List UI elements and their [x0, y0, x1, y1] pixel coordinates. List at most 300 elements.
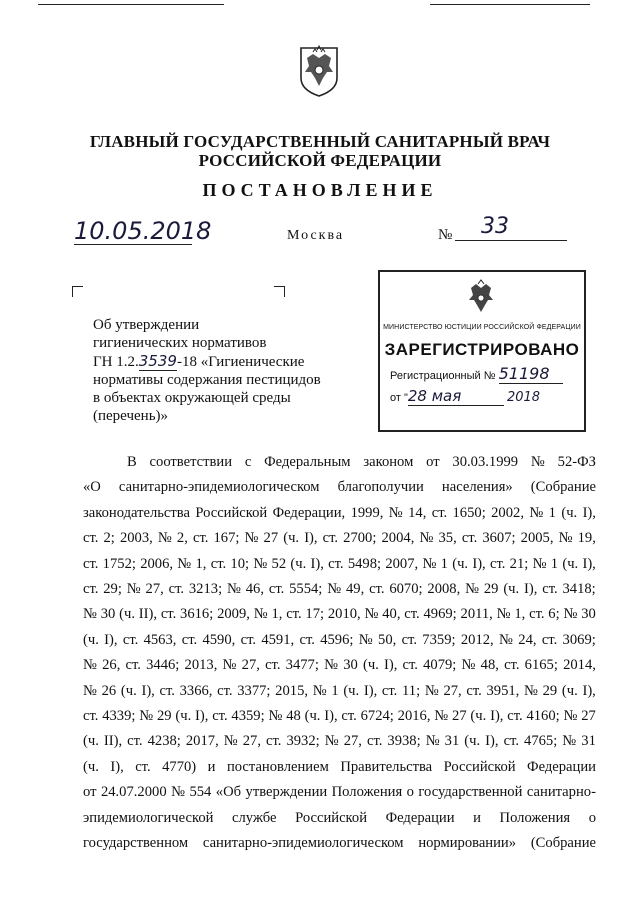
body-word: 5554;: [289, 581, 323, 598]
city: Москва: [287, 228, 345, 243]
body-word: 2013,: [184, 657, 218, 674]
body-word: ст.: [168, 581, 185, 598]
body-line: [83, 780, 596, 805]
body-word: 27: [452, 708, 467, 725]
body-line: [83, 831, 596, 856]
body-word: №: [358, 631, 373, 648]
body-word: 6070;: [389, 581, 423, 598]
body-word: и: [207, 758, 216, 775]
body-line: [83, 806, 596, 831]
body-word: 4079;: [423, 657, 457, 674]
subject-text: ГН 1.2.: [93, 354, 139, 370]
body-word: благополучии: [337, 479, 424, 496]
body-word: (ч.: [83, 733, 99, 750]
body-word: утверждении: [245, 784, 328, 801]
body-word: 50,: [378, 631, 397, 648]
body-word: I),: [383, 657, 398, 674]
body-word: 27,: [241, 657, 260, 674]
body-word: ст.: [504, 657, 520, 674]
body-word: ст.: [541, 631, 558, 648]
body-word: 48,: [480, 657, 499, 674]
body-word: ст.: [366, 733, 383, 750]
body-word: 31: [444, 733, 460, 750]
body-word: №: [83, 606, 97, 623]
body-word: 4969;: [423, 606, 457, 623]
body-word: 27,: [443, 682, 462, 699]
body-word: (ч.: [83, 758, 99, 775]
body-word: от: [426, 454, 440, 470]
body-word: Федерации: [385, 809, 455, 826]
body-word: I),: [582, 555, 596, 572]
body-word: 4563,: [143, 631, 177, 648]
body-word: (ч.: [452, 555, 469, 572]
body-line: [83, 679, 596, 704]
decree-body: [83, 450, 596, 857]
body-word: 3932;: [286, 733, 320, 750]
body-word: I),: [110, 758, 124, 775]
body-word: 30: [100, 606, 116, 623]
body-word: ст.: [135, 758, 151, 775]
body-word: I),: [524, 581, 538, 598]
body-word: 2,: [176, 530, 188, 547]
body-word: 5498;: [347, 555, 382, 572]
body-word: 2700;: [343, 530, 377, 547]
body-word: ст.: [122, 631, 139, 648]
body-word: ст.: [507, 708, 523, 725]
subject-line: [93, 352, 333, 371]
body-word: 1: [440, 555, 448, 572]
body-line: [83, 755, 596, 780]
body-word: №: [139, 708, 154, 725]
body-word: 27,: [343, 733, 362, 750]
body-word: 167;: [213, 530, 240, 547]
body-word: ст.: [431, 504, 448, 521]
decree-date: 10.05.2018: [74, 217, 212, 245]
body-word: II),: [138, 606, 158, 623]
body-word: ст.: [529, 606, 545, 623]
body-word: 1,: [271, 606, 283, 623]
body-word: (ч.: [561, 504, 578, 521]
body-word: о: [406, 784, 414, 801]
issuer-subtitle: РОССИЙСКОЙ ФЕДЕРАЦИИ: [198, 151, 442, 170]
body-line: [83, 729, 596, 754]
body-word: 1752;: [102, 555, 136, 572]
body-word: ст.: [159, 682, 175, 699]
body-word: №: [461, 657, 476, 674]
body-word: 2010,: [327, 606, 361, 623]
body-word: №: [424, 682, 439, 699]
body-line: [83, 475, 596, 500]
body-word: 4770): [162, 758, 197, 775]
body-word: №: [524, 682, 538, 699]
body-word: службе: [232, 809, 277, 826]
body-word: I),: [324, 708, 338, 725]
corner-mark-left: [72, 286, 83, 297]
body-word: 3377;: [237, 682, 271, 699]
body-word: ст.: [83, 708, 99, 725]
body-line: [83, 577, 596, 602]
body-word: 2014,: [563, 657, 596, 674]
body-word: нормировании»: [418, 835, 517, 852]
body-word: 3477;: [285, 657, 319, 674]
body-word: 27: [581, 708, 596, 725]
registration-stamp: [378, 270, 586, 432]
body-word: ст.: [401, 631, 417, 648]
body-word: №: [171, 784, 185, 801]
body-word: №: [253, 555, 268, 572]
body-word: 3069;: [562, 631, 596, 648]
body-word: 48: [286, 708, 301, 725]
body-word: соответствии: [149, 454, 233, 470]
body-word: 2016,: [397, 708, 431, 725]
body-word: законом: [363, 454, 414, 470]
body-word: №: [83, 682, 97, 699]
body-word: 3446;: [146, 657, 180, 674]
body-word: №: [324, 657, 339, 674]
body-word: ст.: [369, 581, 385, 598]
body-word: населения»: [441, 479, 513, 496]
body-word: 3213;: [188, 581, 223, 598]
body-word: №: [465, 581, 480, 598]
body-word: 29;: [103, 581, 122, 598]
body-word: 4591,: [261, 631, 295, 648]
body-word: 1: [548, 504, 556, 521]
body-word: 2012,: [460, 631, 494, 648]
body-word: государственной: [418, 784, 523, 801]
body-word: 1999,: [350, 504, 384, 521]
body-word: №: [177, 555, 192, 572]
corner-mark-right: [274, 286, 285, 297]
body-word: I),: [485, 733, 499, 750]
body-word: 3418;: [562, 581, 596, 598]
body-word: 6165;: [524, 657, 558, 674]
body-word: №: [157, 530, 172, 547]
body-line: [83, 653, 596, 678]
body-word: (ч.: [503, 581, 520, 598]
body-word: 21;: [509, 555, 529, 572]
body-word: №: [530, 454, 545, 470]
handwritten-code: 3539: [138, 352, 177, 370]
body-word: №: [83, 657, 97, 674]
body-line: [83, 501, 596, 526]
body-word: (ч.: [83, 631, 99, 648]
body-word: II),: [103, 733, 123, 750]
body-word: Российской: [195, 504, 268, 521]
body-word: ст.: [341, 708, 357, 725]
body-word: Положения: [499, 809, 571, 826]
body-word: ст.: [210, 555, 227, 572]
body-word: 2008,: [427, 581, 461, 598]
body-word: (ч.: [470, 708, 487, 725]
body-word: 2005,: [520, 530, 554, 547]
body-word: 1: [331, 682, 339, 699]
body-word: 52: [271, 555, 287, 572]
body-word: 29: [156, 708, 172, 725]
body-word: I),: [363, 682, 378, 699]
body-word: 3366,: [179, 682, 213, 699]
subject-line: гигиенических нормативов: [93, 335, 267, 351]
body-word: 1650;: [452, 504, 486, 521]
body-word: ст.: [328, 555, 344, 572]
body-word: I),: [141, 682, 155, 699]
body-word: Федерации: [527, 758, 596, 775]
body-word: Российской: [443, 758, 516, 775]
body-line: [83, 526, 596, 551]
body-word: 4359;: [231, 708, 265, 725]
body-word: санитарно-: [526, 784, 596, 801]
body-word: 35,: [438, 530, 457, 547]
body-word: ст.: [381, 682, 398, 699]
body-word: ст.: [192, 530, 209, 547]
body-word: 4596;: [320, 631, 354, 648]
body-word: №: [253, 606, 268, 623]
body-word: ст.: [83, 581, 99, 598]
body-word: 554: [189, 784, 212, 801]
body-word: ст.: [240, 631, 257, 648]
body-word: Федерации,: [272, 504, 346, 521]
body-word: №: [312, 682, 327, 699]
body-word: санитарно-эпидемиологическом: [118, 479, 320, 496]
body-word: 30: [343, 657, 358, 674]
body-word: №: [434, 708, 449, 725]
body-word: №: [419, 530, 434, 547]
body-word: (ч.: [120, 682, 137, 699]
body-word: 2004,: [381, 530, 415, 547]
body-word: ст.: [265, 657, 281, 674]
body-word: ст.: [503, 733, 519, 750]
stamp-reg-label: Регистрационный №: [390, 370, 496, 382]
body-word: В: [127, 454, 137, 470]
top-rule-right: [430, 4, 590, 5]
body-word: №: [422, 555, 437, 572]
body-word: «О: [83, 479, 101, 496]
subject-line: нормативы содержания пестицидов: [93, 372, 321, 388]
body-word: ст.: [461, 530, 478, 547]
body-line: [83, 552, 596, 577]
body-word: (ч.: [561, 682, 578, 699]
body-word: №: [425, 733, 440, 750]
body-word: 26,: [102, 657, 121, 674]
body-word: 40,: [382, 606, 401, 623]
issuer-title: ГЛАВНЫЙ ГОСУДАРСТВЕННЫЙ САНИТАРНЫЙ ВРАЧ: [89, 132, 551, 151]
body-line: [83, 704, 596, 729]
subject-line: в объектах окружающей среды: [93, 390, 291, 406]
body-word: 31: [581, 733, 596, 750]
subject-line: (перечень)»: [93, 408, 169, 424]
body-word: 2003,: [119, 530, 153, 547]
number-label: №: [438, 227, 453, 243]
decree-number: 33: [455, 214, 567, 241]
body-word: ст.: [299, 631, 315, 648]
body-word: №: [126, 581, 141, 598]
body-word: от: [83, 784, 97, 801]
body-word: (Собрание: [530, 835, 596, 852]
body-word: I),: [304, 530, 318, 547]
body-word: 3951,: [486, 682, 520, 699]
body-word: 7359;: [422, 631, 456, 648]
body-word: №: [268, 708, 283, 725]
subject-line: Об утверждении: [93, 317, 200, 333]
body-word: №: [327, 581, 342, 598]
body-word: 10;: [230, 555, 250, 572]
stamp-reg-line: [390, 364, 584, 384]
body-word: 4590,: [202, 631, 236, 648]
body-word: эпидемиологической: [83, 809, 214, 826]
body-word: ст.: [125, 657, 141, 674]
body-word: 24.07.2000: [100, 784, 167, 801]
body-word: ст.: [127, 733, 143, 750]
body-word: 3616;: [180, 606, 214, 623]
body-word: I),: [490, 708, 504, 725]
body-word: 1,: [514, 606, 526, 623]
body-word: 1: [550, 555, 559, 572]
body-word: постановлением: [226, 758, 329, 775]
body-word: (Собрание: [530, 479, 596, 496]
body-word: 6;: [548, 606, 560, 623]
body-word: 1,: [195, 555, 207, 572]
body-word: ст.: [266, 733, 282, 750]
body-word: ст.: [268, 581, 285, 598]
body-word: №: [324, 733, 339, 750]
body-word: №: [499, 631, 513, 648]
body-word: санитарно-эпидемиологическом: [202, 835, 404, 852]
body-word: Российской: [295, 809, 368, 826]
body-word: Федеральным: [264, 454, 351, 470]
body-word: о: [588, 809, 596, 826]
body-word: ст.: [83, 530, 99, 547]
body-word: 52-ФЗ: [557, 454, 596, 470]
body-word: 49,: [345, 581, 365, 598]
decree-subject: [93, 316, 333, 425]
body-word: ст.: [286, 606, 302, 623]
body-word: 2017,: [185, 733, 219, 750]
body-word: (ч.: [175, 708, 192, 725]
subject-text: -18 «Гигиенические: [176, 354, 305, 370]
body-word: №: [529, 504, 544, 521]
body-word: ст.: [83, 555, 99, 572]
stamp-date-line: [390, 387, 584, 406]
body-word: 2009,: [217, 606, 250, 623]
body-word: и: [473, 809, 481, 826]
body-word: 27: [263, 530, 279, 547]
body-word: 46,: [245, 581, 264, 598]
body-word: I),: [582, 682, 596, 699]
body-word: 6724;: [360, 708, 394, 725]
body-word: №: [532, 555, 547, 572]
body-word: ст.: [402, 657, 418, 674]
body-word: №: [563, 606, 578, 623]
body-word: 4765;: [524, 733, 558, 750]
body-word: с: [244, 454, 252, 470]
body-word: №: [364, 606, 379, 623]
body-word: №: [563, 708, 578, 725]
body-word: 26: [101, 682, 117, 699]
body-word: ст.: [466, 682, 482, 699]
body-word: (ч.: [119, 606, 135, 623]
body-word: ст.: [160, 606, 177, 623]
body-word: (ч.: [283, 530, 300, 547]
body-word: 2;: [103, 530, 115, 547]
body-word: (ч.: [464, 733, 481, 750]
body-word: I),: [104, 631, 118, 648]
stamp-coat-of-arms-icon: [460, 278, 502, 320]
body-word: ст.: [217, 682, 233, 699]
body-word: №: [558, 530, 573, 547]
body-word: «Об: [215, 784, 242, 801]
body-word: 4339;: [102, 708, 136, 725]
stamp-date: 28 мая: [408, 387, 504, 406]
body-word: 14,: [408, 504, 427, 521]
body-word: №: [222, 657, 237, 674]
body-word: 2006,: [140, 555, 174, 572]
body-word: I),: [472, 555, 486, 572]
body-word: ст.: [212, 708, 228, 725]
body-word: №: [223, 733, 238, 750]
body-word: 27,: [242, 733, 261, 750]
body-line: [83, 450, 596, 475]
body-line: [83, 628, 596, 653]
body-word: (ч.: [562, 555, 579, 572]
body-word: 4160;: [526, 708, 560, 725]
stamp-from-label: от ": [390, 392, 408, 404]
body-word: 3607;: [482, 530, 516, 547]
body-word: законодательства: [83, 504, 190, 521]
body-word: 2007,: [385, 555, 419, 572]
body-word: 2002,: [491, 504, 524, 521]
body-word: (ч.: [304, 708, 321, 725]
body-word: 30.03.1999: [452, 454, 519, 470]
body-word: 24,: [518, 631, 537, 648]
body-word: 30: [581, 606, 596, 623]
body-word: (ч.: [343, 682, 360, 699]
body-word: ст.: [322, 530, 339, 547]
stamp-reg-number: 51198: [499, 364, 563, 384]
russian-coat-of-arms-icon: [293, 42, 345, 98]
body-word: 17;: [305, 606, 325, 623]
body-word: 4238;: [147, 733, 181, 750]
stamp-ministry: МИНИСТЕРСТВО ЮСТИЦИИ РОССИЙСКОЙ ФЕДЕРАЦИИ: [383, 324, 581, 331]
body-word: №: [562, 733, 577, 750]
body-word: государственном: [83, 835, 189, 852]
body-word: №: [244, 530, 259, 547]
body-word: 27,: [145, 581, 164, 598]
body-word: 2015,: [275, 682, 309, 699]
body-word: Правительства: [340, 758, 433, 775]
stamp-year: 2018: [506, 390, 541, 405]
body-word: (ч.: [290, 555, 307, 572]
body-word: №: [388, 504, 403, 521]
body-word: 2011,: [460, 606, 493, 623]
body-word: I),: [582, 504, 596, 521]
body-word: №: [496, 606, 511, 623]
stamp-registered: ЗАРЕГИСТРИРОВАНО: [384, 340, 580, 359]
body-word: ст.: [489, 555, 506, 572]
document-type: ПОСТАНОВЛЕНИЕ: [202, 180, 438, 200]
body-word: 29: [483, 581, 499, 598]
body-word: ст.: [181, 631, 198, 648]
body-word: ст.: [404, 606, 420, 623]
body-word: I),: [195, 708, 209, 725]
body-word: №: [226, 581, 241, 598]
body-line: [83, 602, 596, 627]
body-word: 29: [542, 682, 558, 699]
body-word: ст.: [542, 581, 558, 598]
body-word: 19,: [577, 530, 596, 547]
body-word: Положения: [331, 784, 403, 801]
body-word: 3938;: [387, 733, 421, 750]
body-word: I),: [310, 555, 324, 572]
body-word: (ч.: [362, 657, 379, 674]
